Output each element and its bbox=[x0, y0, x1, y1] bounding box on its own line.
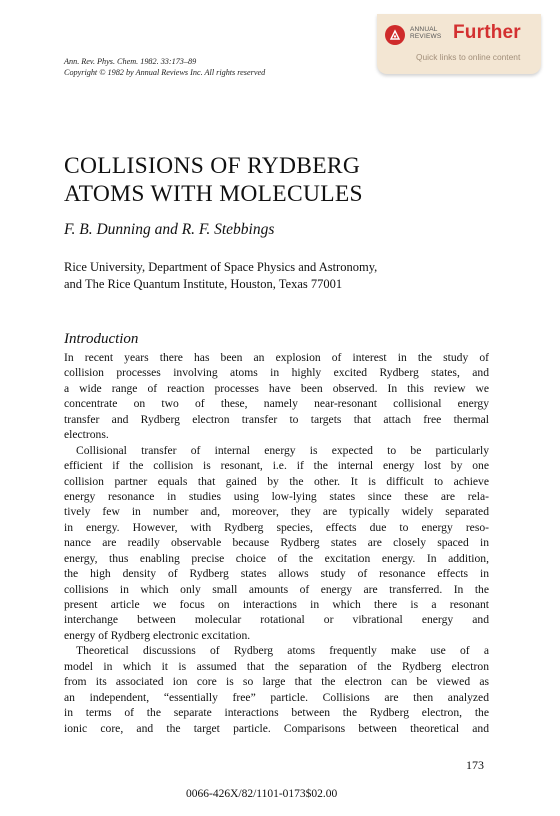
title-line-1: COLLISIONS OF RYDBERG bbox=[64, 153, 361, 179]
body-line: collisions in which only small amounts of energy are transferred. In the bbox=[64, 582, 489, 596]
footer-code: 0066-426X/82/1101-0173$02.00 bbox=[186, 788, 338, 800]
body-line: an independent, “essentially free” particle. Collisions are then analyzed bbox=[64, 690, 489, 704]
citation-line-2: Copyright © 1982 by Annual Reviews Inc. All rights reserved bbox=[64, 67, 266, 77]
body-line: energy resonance in studies using low-lying states since these are rela- bbox=[64, 489, 489, 503]
further-label[interactable]: Further bbox=[453, 22, 521, 43]
author-affiliation bbox=[64, 259, 377, 292]
body-line: Collisional transfer of internal energy is expected to be particularly bbox=[76, 443, 489, 457]
body-line: ionic core, and the target particle. Comparisons between theoretical and bbox=[64, 721, 489, 735]
page-number: 173 bbox=[466, 758, 484, 772]
body-line: from its associated ion core is so large that the electron can be viewed as bbox=[64, 675, 489, 689]
title-line-2: ATOMS WITH MOLECULES bbox=[64, 181, 363, 207]
affiliation-line-2: and The Rice Quantum Institute, Houston, Texas 77001 bbox=[64, 276, 343, 291]
body-line: nance are readily observable because Rydberg states are closely spaced in bbox=[64, 536, 489, 550]
logo-glyph-icon bbox=[389, 29, 401, 41]
quick-links-tagline[interactable]: Quick links to online content bbox=[416, 52, 521, 62]
annual-reviews-logo-icon bbox=[385, 25, 405, 45]
section-heading: Introduction bbox=[64, 331, 139, 347]
body-line: collision partner equals that gained by the other. It is difficult to achieve bbox=[64, 474, 489, 488]
body-line: In recent years there has been an explosion of interest in the study of bbox=[64, 351, 489, 364]
body-line: energy of Rydberg electronic excitation. bbox=[64, 628, 251, 642]
body-line: transfer and Rydberg electron transfer to targets that attach free thermal bbox=[64, 412, 489, 426]
body-line: interchange between molecular rotational or vibrational energy and bbox=[64, 613, 489, 627]
body-line: the high density of Rydberg states allows study of resonance effects in bbox=[64, 567, 489, 581]
article-body bbox=[64, 350, 489, 736]
further-links-banner[interactable] bbox=[377, 14, 541, 74]
brand-line-1: ANNUAL bbox=[410, 26, 438, 33]
body-line: present article we focus on interactions in which there is a resonant bbox=[64, 598, 489, 611]
body-line: tively few in number and, moreover, they are typically widely separated bbox=[64, 505, 489, 519]
citation-line-1: Ann. Rev. Phys. Chem. 1982. 33:173–89 bbox=[64, 57, 197, 66]
journal-citation bbox=[64, 57, 265, 78]
article-title bbox=[64, 152, 363, 208]
article-authors: F. B. Dunning and R. F. Stebbings bbox=[64, 221, 275, 238]
body-line: electrons. bbox=[64, 428, 109, 442]
brand-line-2: REVIEWS bbox=[410, 33, 442, 40]
body-line: concentrate on two of these, namely near-resonant collisional energy bbox=[64, 397, 489, 411]
affiliation-line-1: Rice University, Department of Space Physics and Astronomy, bbox=[64, 260, 378, 274]
body-line: a wide range of reaction processes have been observed. In this review we bbox=[64, 381, 489, 395]
body-line: model in which it is assumed that the separation of the Rydberg electron bbox=[64, 659, 489, 673]
body-line: efficient if the collision is resonant, i.e. if the internal energy lost by one bbox=[64, 459, 489, 473]
body-line: in energy. However, with Rydberg species, effects due to energy reso- bbox=[64, 520, 489, 534]
body-line: in terms of the separate interactions between the Rydberg electron, the bbox=[64, 706, 489, 720]
body-line: Theoretical discussions of Rydberg atoms frequently make use of a bbox=[76, 644, 489, 658]
body-line: energy, thus enabling precise choice of the excitation energy. In addition, bbox=[64, 551, 489, 565]
annual-reviews-brand bbox=[410, 26, 441, 40]
body-line: collision processes involving atoms in highly excited Rydberg states, and bbox=[64, 366, 489, 380]
